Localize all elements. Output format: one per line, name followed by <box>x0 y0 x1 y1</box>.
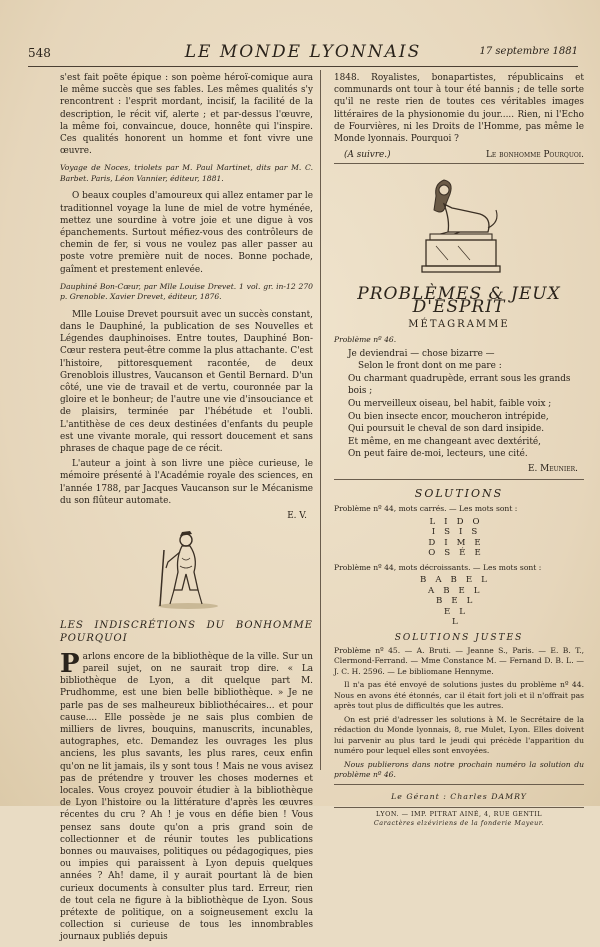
puzzle-author: E. Meunier. <box>528 463 578 474</box>
note: Il n'a pas été envoyé de solutions justes du problème nº 44. Nous en avons été étonnés, car il était fort joli et il n'offrait pas après tout plus de difficultés que les autres. <box>334 680 584 711</box>
word-row: BABEL <box>420 575 496 586</box>
sphinx-illustration <box>404 170 514 280</box>
word-row: DIME <box>428 537 490 548</box>
word-row: ABEL <box>428 585 489 596</box>
word-row: BEL <box>436 596 482 607</box>
games-title: PROBLÈMES & JEUX D'ESPRIT <box>357 284 561 317</box>
column-divider <box>320 70 321 770</box>
header-rule <box>28 66 578 67</box>
printer-line: LYON. — IMP. PITRAT AINÉ, 4, RUE GENTIL <box>376 810 542 819</box>
paragraph: s'est fait poëte épique : son poème héroï-comique aura le même succès que ses fables. Les mêmes qualités s'y rencontrent : l'esprit mordant, incisif, la facilité de la description, le récit vif, alerte ; et par-dessus l'œuvre, la même foi, convaincue, douce, honnête qui l'inspire. Ces qualités honorent un homme et font vivre une œuvre. <box>60 73 313 157</box>
verse-line: Selon le front dont on me pare : <box>358 361 502 372</box>
author-signature: Le bonhomme Pourquoi. <box>486 150 584 161</box>
word-row: ISIS <box>431 527 487 538</box>
puzzle-verse <box>348 348 584 461</box>
solvers-list: Problème nº 45. — A. Bruti. — Jeanne S., Paris. — E. B. T., Clermond-Ferrand. — Mme Constance M. — Fernand D. B. L. — J. C. H. 2596. — Le bibliomane Hennyme. <box>334 645 584 676</box>
verse-line: Ou bien insecte encor, moucheron intrépide, <box>348 411 549 422</box>
paragraph: L'auteur a joint à son livre une pièce curieuse, le mémoire présenté à l'Académie royale des sciences, en l'année 1788, par Jacques Vaucanson sur le Mécanisme du son flûteur automate. <box>60 459 313 506</box>
correct-solutions-title: SOLUTIONS JUSTES <box>394 632 524 643</box>
page-header <box>28 42 578 64</box>
note: Nous publierons dans notre prochain numéro la solution du problème nº 46. <box>334 759 584 780</box>
verse-line: On peut faire de-moi, lecteurs, une cité. <box>348 449 528 460</box>
divider <box>334 479 584 480</box>
solutions-title: SOLUTIONS <box>414 487 504 501</box>
to-be-continued: (A suivre.) <box>344 150 391 161</box>
article-footer <box>334 149 584 161</box>
drop-cap: P <box>60 648 80 679</box>
problem-number: Problème nº 46. <box>334 335 397 345</box>
word-row: EL <box>444 606 474 617</box>
paragraph: Mlle Louise Drevet poursuit avec un succès constant, dans le Dauphiné, la publication de ses Nouvelles et Légendes dauphinoises. Entre toutes, Dauphiné Bon-Cœur restera peut-être comme la plus attachante. C'est l'histoire, pittoresquement racontée, de deux Grenoblois illustres, Vaucanson et Gentil Bernard. D'un côté, une vie de travail et de vertu, couronnée par la gloire et le bonheur; de l'autre une vie d'insouciance et de plaisirs, terminée par l'hébétude et l'oubli. L'antithèse de ces deux destinées d'enfants du peuple est une vivante morale, qui ressort doucement et sans phrases de chaque page de ce récit. <box>60 309 313 455</box>
solution-heading: Problème nº 44, mots décroissants. — Les mots sont : <box>334 562 542 572</box>
article-text: arlons encore de la bibliothèque de la ville. Sur un pareil sujet, on ne saurait trop dire. « La bibliothèque de Lyon, a dit quelque part M. Prudhomme, est une bien belle bibliothèque. » Je ne parle pas de ses malheureux bibliothécaires... et pour cause.... Elle possède je ne sais plus combien de milliers de livres, bouquins, manuscrits, incunables, autographes, etc. Demandez les ouvrages les plus anciens, les plus savants, les plus rares, ceux enfin qu'on ne lit jamais, ils y sont tous ! Mais ne vous avisez pas de prétendre y trouver les choses modernes et locales. Vous croyez pouvoir étudier à la bibliothèque de Lyon l'histoire ou la littérature d'après les œuvres récentes du cru ? Ah ! je vous en défie bien ! Vous pensez sans doute qu'on a pris grand soin de collectionner et de réunir toutes les publications bonnes ou mauvaises, politiques ou pédagogiques, pies ou impies qui paraissent à Lyon depuis quelques années ? Ah! dame, il y aurait pourtant là de bien curieux documents à consulter plus tard. Erreur, rien de tout cela ne figure à la bibliothèque de Lyon. Sous prétexte de politique, on a soigneusement exclu la collection si curieuse de tous les innombrables journaux publiés depuis <box>60 651 313 943</box>
review-heading: Dauphiné Bon-Cœur, par Mlle Louise Drevet. 1 vol. gr. in-12 270 p. Grenoble. Xavier Drevet, éditeur, 1876. <box>60 281 313 302</box>
right-column <box>334 72 584 828</box>
paragraph: 1848. Royalistes, bonapartistes, républicains et communards ont tour à tour été bannis ; de telle sorte qu'il ne reste rien de toutes ces véritables images littéraires de la physionomie du jour..... Rien, ni l'Echo de Fourvières, ni les Droits de l'Homme, pas même le Monde lyonnais. Pourquoi ? <box>334 73 584 145</box>
note: On est prié d'adresser les solutions à M. le Secrétaire de la rédaction du Monde lyonnais, 8, rue Mulet, Lyon. Elles doivent lui parvenir au plus tard le jeudi qui précède l'apparition du numéro pour lequel elles sont envoyées. <box>334 714 584 756</box>
verse-line: Ou merveilleux oiseau, bel habit, faible voix ; <box>348 398 552 409</box>
word-pyramid <box>334 575 584 628</box>
solution-heading: Problème nº 44, mots carrés. — Les mots sont : <box>334 504 518 514</box>
publisher-manager: Le Gérant : Charles DAMRY <box>391 791 527 801</box>
verse-line: Et même, en me changeant avec dextérité, <box>348 436 541 447</box>
word-square <box>334 517 584 559</box>
typeface-line: Caractères elzéviriens de la fonderie Mayeur. <box>373 819 545 828</box>
review-heading: Voyage de Noces, triolets par M. Paul Martinet, dits par M. C. Barbet. Paris, Léon Vannier, éditeur, 1881. <box>60 163 313 183</box>
puzzle-type: MÉTAGRAMME <box>408 318 510 330</box>
verse-line: Ou charmant quadrupède, errant sous les grands bois ; <box>348 373 571 397</box>
paragraph: O beaux couples d'amoureux qui allez entamer par le traditionnel voyage la lune de miel de votre hyménée, mettez une sourdine à votre joie et une digue à vos épanchements. Surtout méfiez-vous des contrôleurs de chemin de fer, si vous ne voulez pas aller passer au poste votre première nuit de noces. Bonne pochade, gaîment et prestement enlevée. <box>60 191 313 275</box>
left-column <box>60 72 313 947</box>
article-body <box>60 648 313 944</box>
word-row: OSÉE <box>428 548 490 559</box>
divider <box>334 163 584 164</box>
divider <box>334 807 584 808</box>
verse-line: Qui poursuit le cheval de son dard insipide. <box>348 424 545 435</box>
masthead-title: LE MONDE LYONNAIS <box>184 42 422 62</box>
issue-date: 17 septembre 1881 <box>479 46 578 57</box>
section-title: LES INDISCRÉTIONS DU BONHOMME POURQUOI <box>60 620 313 644</box>
word-row: LIDO <box>429 516 489 527</box>
divider <box>334 784 584 785</box>
author-signature: E. V. <box>287 511 307 522</box>
word-row: L <box>452 617 467 628</box>
verse-line: Je deviendrai — chose bizarre — <box>348 348 495 359</box>
page-number: 548 <box>28 46 51 60</box>
bonhomme-illustration <box>152 528 222 610</box>
